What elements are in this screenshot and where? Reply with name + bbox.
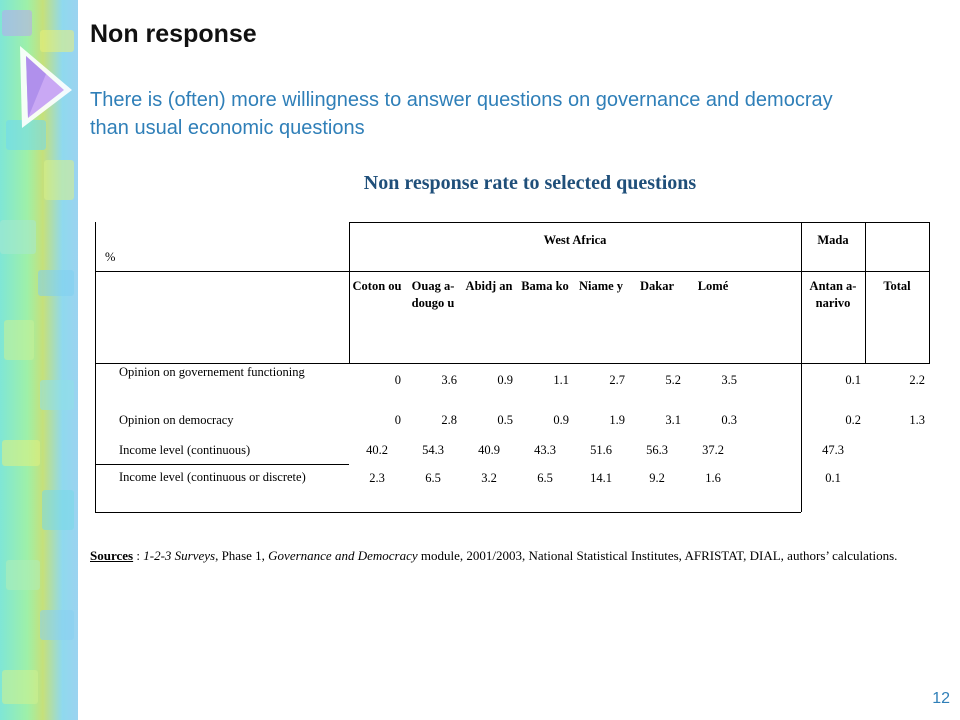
row-label: Income level (continuous or discrete): [119, 470, 306, 484]
sources-tail: module, 2001/2003, National Statistical Institutes, AFRISTAT, DIAL, authors’ calculations.: [417, 548, 898, 563]
table-cell: 3.1: [665, 413, 681, 427]
table-cell: 14.1: [590, 471, 612, 485]
group-west-africa: West Africa: [543, 233, 607, 247]
table-cell: 40.2: [366, 443, 388, 457]
table-cell: 2.7: [609, 373, 625, 387]
table-cell: 3.5: [721, 373, 737, 387]
table-cell: 2.8: [441, 413, 457, 427]
table-caption: Non response rate to selected questions: [363, 172, 697, 194]
table-cell: 56.3: [646, 443, 668, 457]
row-label: Opinion on governement functioning: [119, 365, 305, 379]
table-cell: 0.2: [845, 413, 861, 427]
table-cell: 1.9: [609, 413, 625, 427]
table-cell: 6.5: [425, 471, 441, 485]
sources-label: Sources: [90, 548, 134, 563]
sources-note: [90, 546, 926, 566]
table-cell: 5.2: [665, 373, 681, 387]
group-mada: Mada: [817, 233, 849, 247]
table-cell: 0.9: [553, 413, 569, 427]
column-header: Niame y: [578, 279, 624, 293]
table-cell: 47.3: [822, 443, 844, 457]
corner-label: %: [105, 250, 116, 264]
column-header: Antan a- narivo: [809, 279, 857, 310]
table-cell: 43.3: [534, 443, 556, 457]
column-header: Abidj an: [465, 279, 513, 293]
column-header: Lomé: [697, 279, 729, 293]
table-cell: 51.6: [590, 443, 612, 457]
sources-module: Governance and Democracy: [268, 548, 418, 563]
table-cell: 0.9: [497, 373, 513, 387]
play-arrow-icon: [16, 42, 76, 132]
table-cell: 0.1: [845, 373, 861, 387]
table-cell: 3.6: [441, 373, 457, 387]
table-cell: 9.2: [649, 471, 665, 485]
table-cell: 1.3: [909, 413, 925, 427]
table-cell: 6.5: [537, 471, 553, 485]
column-header: Dakar: [639, 279, 675, 293]
slide-title: Non response: [90, 20, 257, 48]
column-header: Bama ko: [521, 279, 569, 293]
column-header: Coton ou: [352, 279, 402, 293]
table-cell: 0.5: [497, 413, 513, 427]
table-cell: 40.9: [478, 443, 500, 457]
table-cell: 2.3: [369, 471, 385, 485]
table-cell: 54.3: [422, 443, 444, 457]
page-number: 12: [932, 690, 950, 707]
table-cell: 2.2: [909, 373, 925, 387]
table-cell: 0: [394, 373, 401, 387]
table-cell: 1.1: [553, 373, 569, 387]
row-label: Opinion on democracy: [119, 413, 234, 427]
table-cell: 37.2: [702, 443, 724, 457]
table-cell: 0.1: [825, 471, 841, 485]
table-cell: 0: [394, 413, 401, 427]
slide-subtitle: There is (often) more willingness to answer questions on governance and democray than usual economic questions: [90, 89, 833, 139]
column-header: Ouag a- dougo u: [411, 279, 455, 310]
sources-mid: , Phase 1,: [215, 548, 269, 563]
sources-separator: :: [133, 548, 144, 563]
table-cell: 1.6: [705, 471, 721, 485]
table-cell: 0.3: [721, 413, 737, 427]
column-header: Total: [883, 279, 911, 293]
row-label: Income level (continuous): [119, 443, 251, 457]
sources-surveys: 1-2-3 Surveys: [143, 548, 216, 563]
table-cell: 3.2: [481, 471, 497, 485]
